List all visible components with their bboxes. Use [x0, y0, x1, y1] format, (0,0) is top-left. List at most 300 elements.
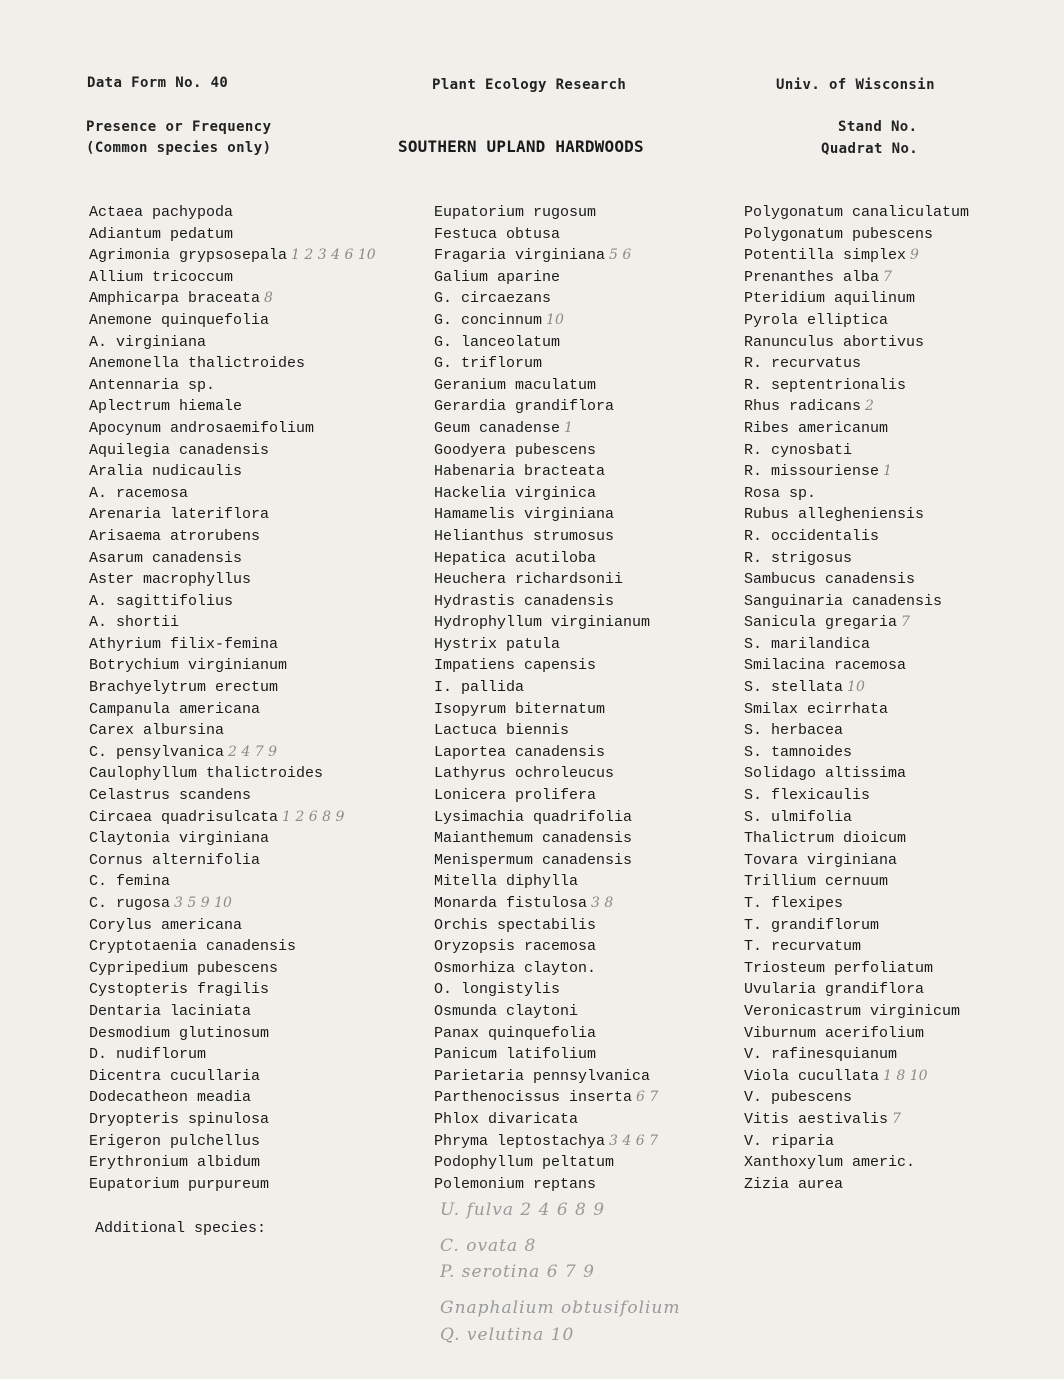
species-item: [744, 936, 969, 958]
species-item: [744, 677, 969, 699]
species-name: Campanula americana: [89, 700, 261, 718]
species-name: Maianthemum canadensis: [434, 830, 633, 848]
species-item: [744, 720, 969, 742]
species-item: [89, 742, 376, 764]
species-name: R. cynosbati: [744, 441, 853, 459]
species-item: [744, 310, 969, 332]
species-item: [89, 1152, 376, 1174]
species-item: [744, 979, 969, 1001]
species-name: T. grandiflorum: [744, 916, 880, 934]
species-name: Laportea canadensis: [434, 743, 606, 761]
species-name: Hystrix patula: [434, 635, 561, 653]
species-name: D. nudiflorum: [89, 1046, 207, 1064]
species-name: Botrychium virginianum: [89, 657, 288, 675]
species-item: [89, 958, 376, 980]
species-item: [89, 483, 376, 505]
species-item: [434, 1001, 658, 1023]
species-item: [434, 591, 658, 613]
species-name: Ribes americanum: [744, 419, 889, 437]
species-name: Panicum latifolium: [434, 1046, 597, 1064]
species-name: Cypripedium pubescens: [89, 959, 279, 977]
common-species-label: (Common species only): [86, 140, 272, 156]
species-name: Allium tricoccum: [89, 268, 234, 286]
species-item: [89, 1131, 376, 1153]
species-item: [744, 699, 969, 721]
species-item: [744, 1066, 969, 1088]
species-name: Gerardia grandiflora: [434, 398, 615, 416]
organization: Plant Ecology Research: [432, 77, 627, 93]
species-name: T. recurvatum: [744, 938, 862, 956]
species-name: Caulophyllum thalictroides: [89, 765, 324, 783]
species-name: Viola cucullata: [744, 1067, 880, 1085]
species-item: [89, 1109, 376, 1131]
species-item: [744, 828, 969, 850]
species-name: S. tamnoides: [744, 743, 853, 761]
species-item: [434, 720, 658, 742]
handwritten-tally: 6 7: [636, 1089, 659, 1106]
species-name: R. occidentalis: [744, 527, 880, 545]
species-name: Ranunculus abortivus: [744, 333, 925, 351]
species-name: Brachyelytrum erectum: [89, 679, 279, 697]
species-name: Asarum canadensis: [89, 549, 243, 567]
species-name: Heuchera richardsonii: [434, 571, 624, 589]
species-item: [434, 958, 658, 980]
species-item: [434, 310, 658, 332]
species-item: [89, 332, 376, 354]
species-name: Anemonella thalictroides: [89, 355, 306, 373]
species-item: [89, 634, 376, 656]
species-name: S. stellata: [744, 679, 844, 697]
species-name: Impatiens capensis: [434, 657, 597, 675]
species-item: [744, 288, 969, 310]
species-name: Arisaema atrorubens: [89, 527, 261, 545]
species-item: [434, 915, 658, 937]
species-item: [89, 893, 376, 915]
handwritten-tally: 7: [883, 268, 892, 285]
species-item: [744, 634, 969, 656]
species-name: Monarda fistulosa: [434, 895, 588, 912]
species-item: [434, 375, 658, 397]
species-name: G. circaezans: [434, 290, 552, 308]
species-name: Polygonatum canaliculatum: [744, 204, 970, 221]
species-item: [744, 871, 969, 893]
species-item: [89, 310, 376, 332]
species-item: [744, 440, 969, 462]
species-name: Lactuca biennis: [434, 722, 570, 740]
species-item: [89, 763, 376, 785]
species-name: Prenanthes alba: [744, 268, 880, 286]
species-item: [89, 375, 376, 397]
species-name: G. triflorum: [434, 355, 543, 373]
species-name: Potentilla simplex: [744, 247, 907, 265]
species-item: [434, 1066, 658, 1088]
species-name: R. strigosus: [744, 549, 853, 567]
species-name: Fragaria virginiana: [434, 247, 606, 265]
species-item: [89, 699, 376, 721]
species-name: Circaea quadrisulcata: [89, 808, 279, 826]
species-item: [434, 1131, 658, 1153]
species-column-1: [89, 202, 376, 1195]
species-item: [434, 526, 658, 548]
species-item: [434, 763, 658, 785]
species-name: Lonicera prolifera: [434, 787, 597, 805]
species-item: [89, 1087, 376, 1109]
species-item: [89, 224, 376, 246]
species-name: Eupatorium purpureum: [89, 1175, 270, 1193]
species-item: [434, 548, 658, 570]
species-name: Helianthus strumosus: [434, 527, 615, 545]
species-name: Panax quinquefolia: [434, 1024, 597, 1042]
species-item: [89, 807, 376, 829]
species-item: [89, 245, 376, 267]
species-name: R. recurvatus: [744, 355, 862, 373]
species-item: [744, 1152, 969, 1174]
species-item: [744, 807, 969, 829]
species-name: Xanthoxylum americ.: [744, 1154, 916, 1172]
species-item: [434, 850, 658, 872]
species-name: Tovara virginiana: [744, 851, 898, 869]
species-item: [744, 850, 969, 872]
species-name: G. concinnum: [434, 311, 543, 329]
species-item: [434, 202, 658, 224]
species-name: C. femina: [89, 873, 171, 891]
species-name: Smilax ecirrhata: [744, 700, 889, 718]
species-column-3: [744, 202, 969, 1195]
species-item: [744, 526, 969, 548]
species-name: Dentaria laciniata: [89, 1002, 252, 1020]
species-name: V. rafinesquianum: [744, 1046, 898, 1064]
handwritten-tally: 2: [865, 398, 874, 415]
species-name: O. longistylis: [434, 981, 561, 999]
species-item: [744, 1131, 969, 1153]
species-item: [434, 440, 658, 462]
species-item: [744, 785, 969, 807]
handwritten-note: C. ovata 8: [440, 1236, 537, 1256]
species-item: [434, 332, 658, 354]
additional-species-label: Additional species:: [95, 1220, 267, 1237]
species-name: Dryopteris spinulosa: [89, 1110, 270, 1128]
species-item: [89, 569, 376, 591]
handwritten-tally: 3 4 6 7: [609, 1132, 659, 1149]
species-name: Cornus alternifolia: [89, 851, 261, 869]
handwritten-tally: 1: [564, 419, 573, 436]
species-name: V. riparia: [744, 1132, 835, 1150]
species-item: [434, 612, 658, 634]
handwritten-note: Q. velutina 10: [440, 1325, 575, 1345]
species-item: [89, 353, 376, 375]
species-name: A. sagittifolius: [89, 592, 234, 610]
species-name: Osmunda claytoni: [434, 1002, 579, 1020]
handwritten-tally: 7: [892, 1110, 901, 1127]
handwritten-note: Gnaphalium obtusifolium: [440, 1298, 681, 1318]
species-item: [744, 548, 969, 570]
species-name: Zizia aurea: [744, 1175, 844, 1193]
species-item: [89, 1044, 376, 1066]
species-item: [434, 742, 658, 764]
species-name: Eupatorium rugosum: [434, 204, 597, 221]
species-name: Veronicastrum virginicum: [744, 1002, 961, 1020]
species-name: Celastrus scandens: [89, 787, 252, 805]
species-name: R. missouriense: [744, 463, 880, 481]
species-item: [434, 655, 658, 677]
species-name: Aplectrum hiemale: [89, 398, 243, 416]
species-item: [434, 461, 658, 483]
species-name: S. flexicaulis: [744, 787, 871, 805]
species-name: Carex albursina: [89, 722, 225, 740]
species-item: [89, 655, 376, 677]
species-name: Solidago altissima: [744, 765, 907, 783]
species-item: [744, 483, 969, 505]
species-name: C. rugosa: [89, 895, 171, 912]
species-item: [434, 871, 658, 893]
species-item: [434, 634, 658, 656]
species-item: [89, 418, 376, 440]
handwritten-tally: 3 5 9 10: [174, 895, 232, 911]
species-item: [744, 655, 969, 677]
species-name: Isopyrum biternatum: [434, 700, 606, 718]
species-item: [89, 461, 376, 483]
species-item: [89, 720, 376, 742]
species-name: Lysimachia quadrifolia: [434, 808, 633, 826]
species-item: [89, 1001, 376, 1023]
species-item: [434, 828, 658, 850]
species-name: S. marilandica: [744, 635, 871, 653]
species-item: [89, 936, 376, 958]
species-name: Agrimonia grypsosepala: [89, 247, 288, 265]
species-item: [744, 418, 969, 440]
species-item: [744, 1023, 969, 1045]
species-name: A. racemosa: [89, 484, 189, 502]
species-name: Triosteum perfoliatum: [744, 959, 934, 977]
species-item: [89, 785, 376, 807]
species-item: [744, 742, 969, 764]
species-item: [744, 915, 969, 937]
species-name: Athyrium filix-femina: [89, 635, 279, 653]
species-item: [89, 850, 376, 872]
handwritten-tally: 1 2 3 4 6 10: [291, 247, 376, 264]
species-item: [434, 267, 658, 289]
species-name: Habenaria bracteata: [434, 463, 606, 481]
species-name: T. flexipes: [744, 895, 844, 912]
species-item: [744, 763, 969, 785]
handwritten-tally: 3 8: [591, 895, 614, 911]
species-name: Vitis aestivalis: [744, 1110, 889, 1128]
species-item: [89, 828, 376, 850]
species-item: [89, 1066, 376, 1088]
species-name: I. pallida: [434, 679, 525, 697]
species-item: [434, 1087, 658, 1109]
species-name: Amphicarpa braceata: [89, 290, 261, 308]
species-item: [89, 612, 376, 634]
handwritten-tally: 8: [264, 290, 273, 307]
species-item: [89, 526, 376, 548]
species-item: [434, 893, 658, 915]
handwritten-tally: 1: [883, 463, 892, 480]
species-name: Cystopteris fragilis: [89, 981, 270, 999]
handwritten-tally: 7: [901, 614, 910, 631]
species-item: [434, 245, 658, 267]
species-item: [89, 396, 376, 418]
species-name: Smilacina racemosa: [744, 657, 907, 675]
species-item: [744, 612, 969, 634]
handwritten-tally: 1 8 10: [883, 1067, 928, 1084]
species-item: [434, 1023, 658, 1045]
species-name: Hepatica acutiloba: [434, 549, 597, 567]
species-name: Trillium cernuum: [744, 873, 889, 891]
species-name: Sanicula gregaria: [744, 614, 898, 632]
species-item: [744, 569, 969, 591]
species-item: [744, 375, 969, 397]
species-name: Thalictrum dioicum: [744, 830, 907, 848]
page-title: SOUTHERN UPLAND HARDWOODS: [398, 137, 644, 156]
species-column-2: [434, 202, 658, 1195]
species-name: Desmodium glutinosum: [89, 1024, 270, 1042]
species-name: Actaea pachypoda: [89, 204, 234, 221]
species-item: [434, 1044, 658, 1066]
species-name: Arenaria lateriflora: [89, 506, 270, 524]
species-name: Aralia nudicaulis: [89, 463, 243, 481]
species-name: Hydrophyllum virginianum: [434, 614, 651, 632]
species-name: Geranium maculatum: [434, 376, 597, 394]
species-item: [434, 483, 658, 505]
species-item: [744, 267, 969, 289]
species-name: Mitella diphylla: [434, 873, 579, 891]
species-name: V. pubescens: [744, 1089, 853, 1107]
species-name: Erigeron pulchellus: [89, 1132, 261, 1150]
species-item: [434, 396, 658, 418]
species-item: [89, 1174, 376, 1196]
species-item: [89, 979, 376, 1001]
species-item: [744, 1109, 969, 1131]
species-name: Viburnum acerifolium: [744, 1024, 925, 1042]
species-item: [744, 202, 969, 224]
species-name: Geum canadense: [434, 419, 561, 437]
species-name: Orchis spectabilis: [434, 916, 597, 934]
handwritten-tally: 1 2 6 8 9: [282, 808, 345, 825]
species-name: Erythronium albidum: [89, 1154, 261, 1172]
species-item: [434, 936, 658, 958]
handwritten-tally: 10: [847, 679, 865, 696]
species-name: R. septentrionalis: [744, 376, 907, 394]
species-name: Antennaria sp.: [89, 376, 216, 394]
species-name: Uvularia grandiflora: [744, 981, 925, 999]
species-item: [744, 1174, 969, 1196]
species-name: Menispermum canadensis: [434, 851, 633, 869]
species-name: Rhus radicans: [744, 398, 862, 416]
species-item: [744, 1001, 969, 1023]
species-name: Rubus allegheniensis: [744, 506, 925, 524]
species-item: [434, 677, 658, 699]
species-item: [744, 893, 969, 915]
species-item: [744, 1044, 969, 1066]
species-item: [434, 569, 658, 591]
species-name: Hackelia virginica: [434, 484, 597, 502]
species-name: G. lanceolatum: [434, 333, 561, 351]
species-name: Hydrastis canadensis: [434, 592, 615, 610]
species-item: [744, 332, 969, 354]
species-name: Polemonium reptans: [434, 1175, 597, 1193]
species-name: Cryptotaenia canadensis: [89, 938, 297, 956]
species-item: [89, 591, 376, 613]
species-name: Parthenocissus inserta: [434, 1089, 633, 1107]
handwritten-note: U. fulva 2 4 6 8 9: [440, 1200, 606, 1220]
species-item: [744, 461, 969, 483]
species-name: Parietaria pennsylvanica: [434, 1067, 651, 1085]
species-item: [434, 699, 658, 721]
species-item: [744, 591, 969, 613]
species-name: Goodyera pubescens: [434, 441, 597, 459]
species-item: [434, 288, 658, 310]
quadrat-number-label: Quadrat No.: [821, 141, 919, 157]
species-name: C. pensylvanica: [89, 743, 225, 761]
presence-label: Presence or Frequency: [86, 119, 272, 135]
species-name: Aster macrophyllus: [89, 571, 252, 589]
species-name: Pteridium aquilinum: [744, 290, 916, 308]
species-name: Corylus americana: [89, 916, 243, 934]
species-name: Pyrola elliptica: [744, 311, 889, 329]
species-item: [89, 915, 376, 937]
species-name: Festuca obtusa: [434, 225, 561, 243]
species-item: [89, 504, 376, 526]
species-item: [434, 785, 658, 807]
species-name: S. herbacea: [744, 722, 844, 740]
species-name: Sambucus canadensis: [744, 571, 916, 589]
handwritten-tally: 5 6: [609, 247, 632, 264]
species-item: [89, 288, 376, 310]
species-name: Sanguinaria canadensis: [744, 592, 943, 610]
species-item: [744, 958, 969, 980]
species-name: Oryzopsis racemosa: [434, 938, 597, 956]
species-item: [434, 1152, 658, 1174]
species-item: [434, 224, 658, 246]
species-name: Phryma leptostachya: [434, 1132, 606, 1150]
species-item: [434, 504, 658, 526]
form-number: Data Form No. 40: [87, 75, 229, 91]
species-item: [89, 871, 376, 893]
species-name: Claytonia virginiana: [89, 830, 270, 848]
species-item: [744, 1087, 969, 1109]
species-name: Osmorhiza clayton.: [434, 959, 597, 977]
species-name: Dicentra cucullaria: [89, 1067, 261, 1085]
species-name: Lathyrus ochroleucus: [434, 765, 615, 783]
species-item: [744, 353, 969, 375]
species-name: Podophyllum peltatum: [434, 1154, 615, 1172]
species-item: [89, 202, 376, 224]
species-name: Aquilegia canadensis: [89, 441, 270, 459]
species-name: Galium aparine: [434, 268, 561, 286]
species-item: [89, 677, 376, 699]
species-item: [744, 245, 969, 267]
species-item: [434, 353, 658, 375]
species-item: [744, 396, 969, 418]
species-name: Dodecatheon meadia: [89, 1089, 252, 1107]
species-item: [434, 807, 658, 829]
species-item: [89, 548, 376, 570]
species-name: Polygonatum pubescens: [744, 225, 934, 243]
species-item: [434, 979, 658, 1001]
species-item: [89, 440, 376, 462]
species-name: Rosa sp.: [744, 484, 817, 502]
species-name: S. ulmifolia: [744, 808, 853, 826]
species-item: [744, 224, 969, 246]
stand-number-label: Stand No.: [838, 119, 918, 135]
species-item: [434, 1109, 658, 1131]
species-item: [434, 1174, 658, 1196]
species-item: [89, 1023, 376, 1045]
species-name: A. shortii: [89, 614, 180, 632]
species-name: Phlox divaricata: [434, 1110, 579, 1128]
handwritten-note: P. serotina 6 7 9: [440, 1262, 595, 1282]
